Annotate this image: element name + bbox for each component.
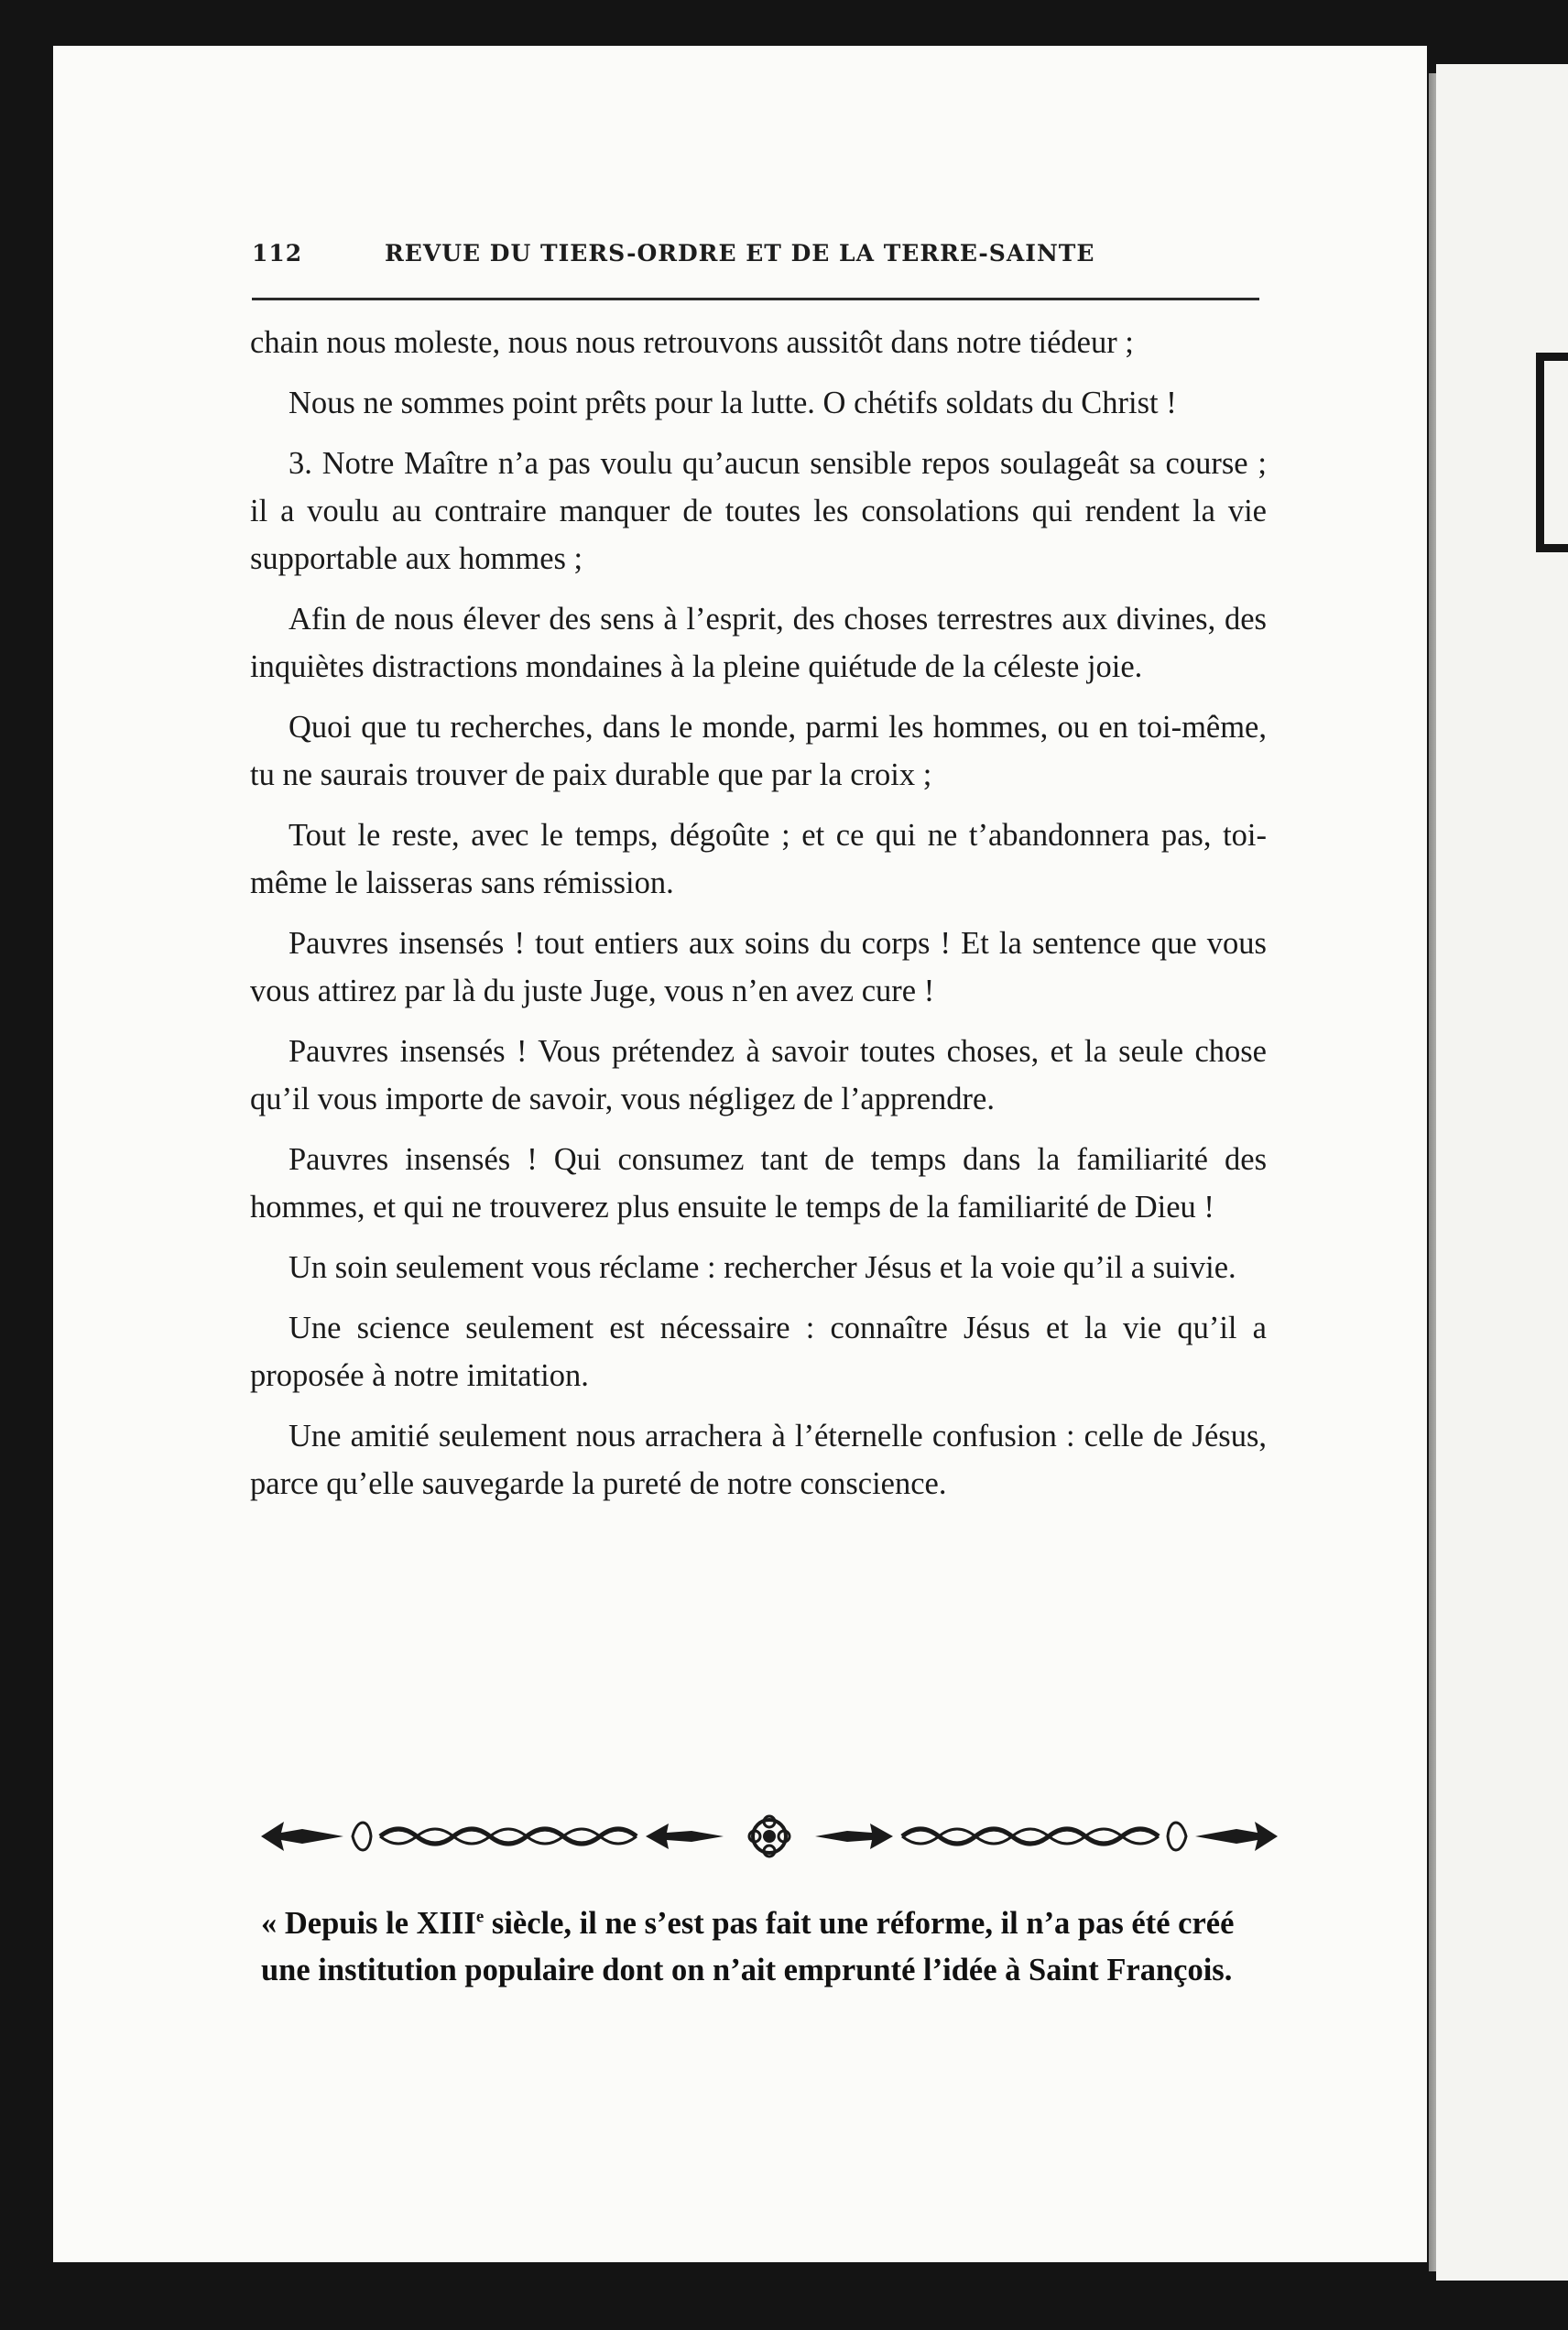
ornamental-divider	[261, 1809, 1278, 1864]
paragraph: chain nous moleste, nous nous retrouvons aussitôt dans notre tiédeur ;	[250, 325, 1134, 360]
paragraph: Pauvres insensés ! Qui consumez tant de temps dans la familiarité des hommes, et qui ne trouverez plus ensuite le temps de la familiarité de Dieu !	[250, 1142, 1267, 1225]
paragraph: Quoi que tu recherches, dans le monde, parmi les hommes, ou en toi-même, tu ne saurais trouver de paix durable que par la croix ;	[250, 710, 1267, 792]
header-rule	[252, 298, 1259, 300]
page-number: 112	[252, 240, 303, 267]
paragraph: Pauvres insensés ! Vous prétendez à savoir toutes choses, et la seule chose qu’il vous importe de savoir, vous négligez de l’apprendre.	[250, 1034, 1267, 1116]
paragraph: Une amitié seulement nous arrachera à l’éternelle confusion : celle de Jésus, parce qu’elle sauvegarde la pureté de notre conscience.	[250, 1419, 1267, 1501]
facing-page-frame	[1536, 353, 1568, 552]
closing-quote	[261, 1900, 1287, 1994]
paragraph: Un soin seulement vous réclame : rechercher Jésus et la voie qu’il a suivie.	[289, 1250, 1236, 1285]
paragraph: Tout le reste, avec le temps, dégoûte ; et ce qui ne t’abandonnera pas, toi-même le laisseras sans rémission.	[250, 818, 1267, 900]
running-head: REVUE DU TIERS-ORDRE ET DE LA TERRE-SAINTE	[385, 240, 1095, 267]
paragraph: Afin de nous élever des sens à l’esprit, des choses terrestres aux divines, des inquiètes distractions mondaines à la pleine quiétude de la céleste joie.	[250, 602, 1267, 684]
paragraph: Une science seulement est nécessaire : connaître Jésus et la vie qu’il a proposée à notre imitation.	[250, 1311, 1267, 1393]
paragraph: Pauvres insensés ! tout entiers aux soins du corps ! Et la sentence que vous vous attirez par là du juste Juge, vous n’en avez cure !	[250, 926, 1267, 1008]
body-text	[250, 319, 1267, 1520]
quote-after: siècle, il ne s’est pas fait une réforme, il n’a pas été créé une institution populaire dont on n’ait emprunté l’idée à Saint François.	[261, 1906, 1235, 1987]
quote-superscript: e	[475, 1907, 485, 1927]
quote-before: « Depuis le XIII	[261, 1906, 476, 1941]
paragraph: 3. Notre Maître n’a pas voulu qu’aucun sensible repos soulageât sa course ; il a voulu au contraire manquer de toutes les consolations qui rendent la vie supportable aux hommes ;	[250, 446, 1267, 576]
quote-paragraph	[261, 1900, 1287, 1994]
paragraph: Nous ne sommes point prêts pour la lutte. O chétifs soldats du Christ !	[289, 386, 1177, 420]
